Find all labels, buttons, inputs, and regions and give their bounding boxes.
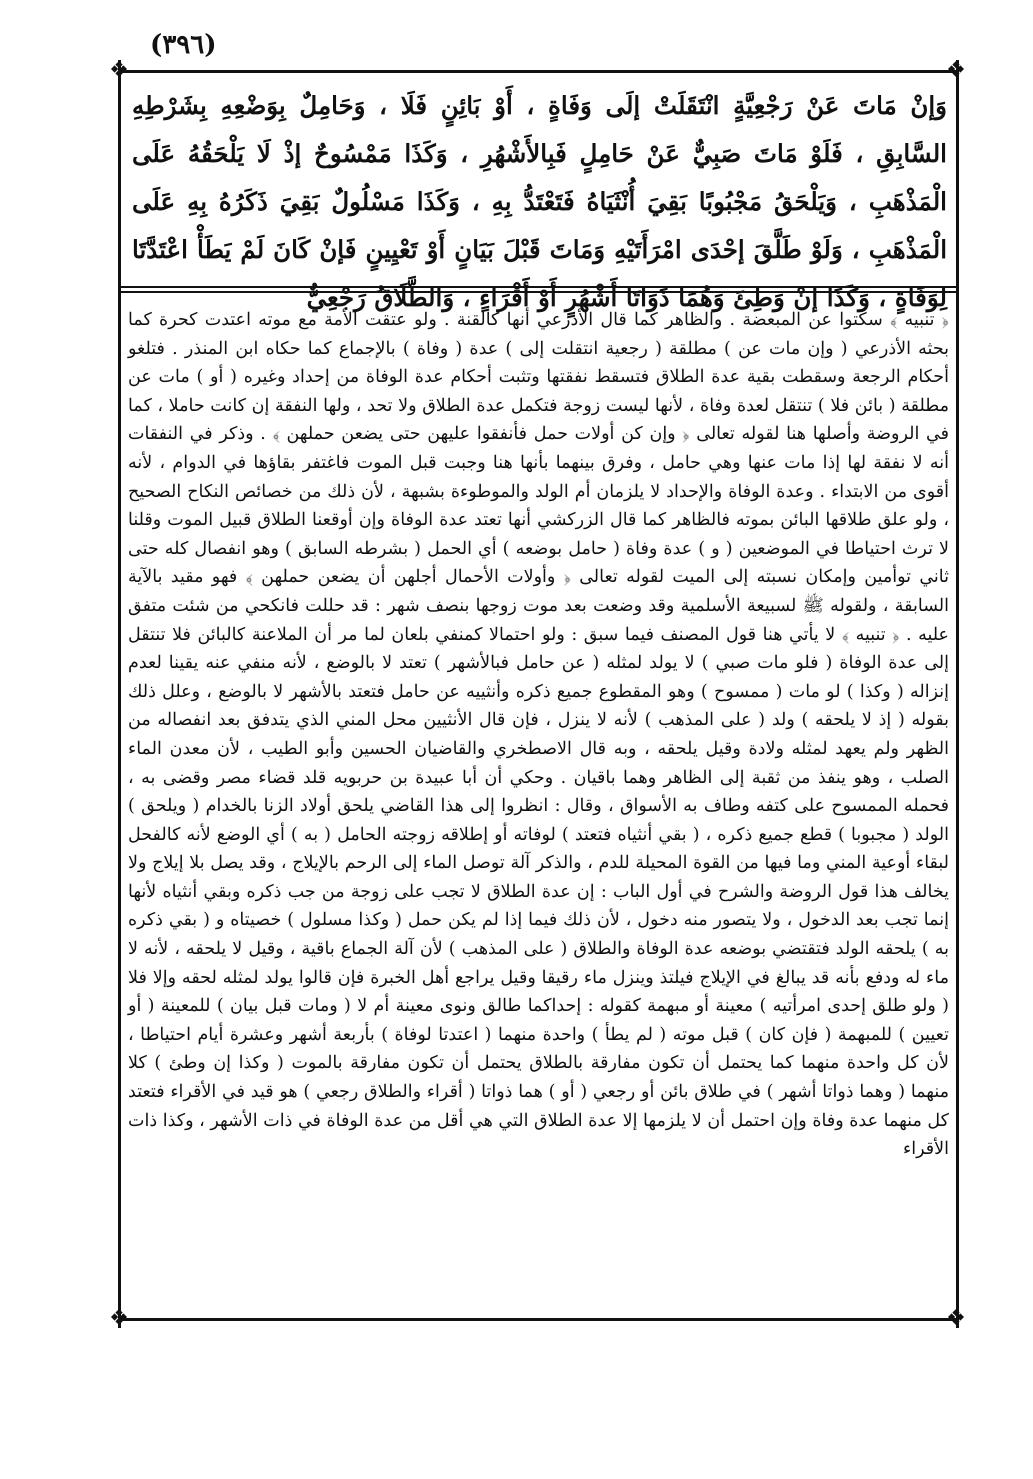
corner-ornament-icon: ❖: [946, 1306, 966, 1331]
commentary-text-block: [128, 306, 949, 1314]
commentary-paragraph: ﴿ تنبيه ﴾ سكتوا عن المبعضة . والظاهر كما قال الأذرعي أنها كالقنة . ولو عتقت الأمة مع موته اعتدت كحرة كما بحثه الأذرعي ( وإن مات عن ) مطلقة ( رجعية انتقلت إلى ) عدة ( وفاة ) بالإجماع كما حكاه ابن المنذر . فتلغو أحكام الرجعة وسقطت بقية عدة الطلاق فتسقط نفقتها وتثبت أحكام عدة الوفاة من إحداد وغيره ( أو ) مات عن مطلقة ( بائن فلا ) تنتقل لعدة وفاة ، لأنها ليست زوجة فتكمل عدة الطلاق ولا تحد ، ولها النفقة إن كانت حاملا ، كما في الروضة وأصلها هنا لقوله تعالى ﴿ وإن كن أولات حمل فأنفقوا عليهن حتى يضعن حملهن ﴾ . وذكر في النفقات أنه لا نفقة لها إذا مات عنها وهي حامل ، وفرق بينهما بأنها هنا وجبت قبل الموت فاغتفر بقاؤها في الدوام ، لأنه أقوى من الابتداء . وعدة الوفاة والإحداد لا يلزمان أم الولد والموطوءة بشبهة ، لأن ذلك من خصائص النكاح الصحيح ، ولو علق طلاقها البائن بموته فالظاهر كما قال الزركشي أنها تعتد عدة الوفاة وإن أوقعنا الطلاق قبيل الموت وقلنا لا ترث احتياطا في الموضعين ( و ) عدة وفاة ( حامل بوضعه ) أي الحمل ( بشرطه السابق ) وهو انفصال كله حتى ثاني توأمين وإمكان نسبته إلى الميت لقوله تعالى ﴿ وأولات الأحمال أجلهن أن يضعن حملهن ﴾ فهو مقيد بالآية السابقة ، ولقوله ﷺ لسبيعة الأسلمية وقد وضعت بعد موت زوجها بنصف شهر : قد حللت فانكحي من شئت متفق عليه . ﴿ تنبيه ﴾ لا يأتي هنا قول المصنف فيما سبق : ولو احتمالا كمنفي بلعان لما مر أن الملاعنة كالبائن فلا تنتقل إلى عدة الوفاة ( فلو مات صبي ) لا يولد لمثله ( عن حامل فبالأشهر ) تعتد لا بالوضع ، لأنه منفي عنه يقينا لعدم إنزاله ( وكذا ) لو مات ( ممسوح ) وهو المقطوع جميع ذكره وأنثييه عن حامل فتعتد بالأشهر لا بالوضع ، وعلل ذلك بقوله ( إذ لا يلحقه ) ولد ( على المذهب ) لأنه لا ينزل ، فإن قال الأنثيين محل المني الذي يتدفق بعد انفصاله من الظهر ولم يعهد لمثله ولادة وقيل يلحقه ، وبه قال الاصطخري والقاضيان الحسين وأبو الطيب ، لأن معدن الماء الصلب ، وهو ينفذ من ثقبة إلى الظاهر وهما باقيان . وحكي أن أبا عبيدة بن حربويه قلد قضاء مصر وقضى به ، فحمله الممسوح على كتفه وطاف به الأسواق ، وقال : انظروا إلى هذا القاضي يلحق أولاد الزنا بالخدام ( ويلحق ) الولد ( مجبوبا ) قطع جميع ذكره ، ( بقي أنثياه فتعتد ) لوفاته أو إطلاقه زوجته الحامل ( به ) أي الوضع لأنه كالفحل لبقاء أوعية المني وما فيها من القوة المحيلة للدم ، والذكر آلة توصل الماء إلى الرحم بالإيلاج ، وقد يصل بلا إيلاج ولا يخالف هذا قول الروضة والشرح في أول الباب : إن عدة الطلاق لا تجب على زوجة من جب ذكره وبقي أنثياه لأنها إنما تجب بعد الدخول ، ولا يتصور منه دخول ، لأن ذلك فيما إذا لم يكن حمل ( وكذا مسلول ) خصيتاه و ( بقي ذكره به ) يلحقه الولد فتقتضي بوضعه عدة الوفاة والطلاق ( على المذهب ) لأن آلة الجماع باقية ، وقيل لا يلحقه ، لأنه لا ماء له ودفع بأنه قد يبالغ في الإيلاج فيلتذ وينزل ماء رقيقا وقيل يراجع أهل الخبرة فإن قالوا يولد لمثله لحقه وإلا فلا ( ولو طلق إحدى امرأتيه ) معينة أو مبهمة كقوله : إحداكما طالق ونوى معينة أم لا ( ومات قبل بيان ) للمعينة ( أو تعيين ) للمبهمة ( فإن كان ) قبل موته ( لم يطأ ) واحدة منهما ( اعتدتا لوفاة ) بأربعة أشهر وعشرة أيام احتياطا ، لأن كل واحدة منهما كما يحتمل أن تكون مفارقة بالطلاق يحتمل أن تكون مفارقة بالموت ( وكذا إن وطئ ) كلا منهما ( وهما ذواتا أشهر ) في طلاق بائن أو رجعي ( أو ) هما ذواتا ( أقراء والطلاق رجعي ) هو قيد في الأقراء فتعتد كل منهما عدة وفاة وإن احتمل أن لا يلزمها إلا عدة الطلاق التي هي أقل من عدة الوفاة في ذات الأشهر ، وكذا ذات الأقراء: [128, 310, 950, 1160]
page-number: (٣٩٦): [150, 30, 217, 60]
matn-paragraph: وَإنْ مَاتَ عَنْ رَجْعِيَّةٍ انْتَقَلَتْ إلَى وَفَاةٍ ، أَوْ بَائِنٍ فَلَا ، وَحَامِلٌ بِوَضْعِهِ بِشَرْطِهِ السَّابِقِ ، فَلَوْ مَاتَ صَبِيٌّ عَنْ حَامِلٍ فَبِالأَشْهُرِ ، وَكَذَا مَمْسُوحٌ إذْ لَا يَلْحَقُهُ عَلَى الْمَذْهَبِ ، وَيَلْحَقُ مَجْبُوبًا بَقِيَ أُنْثَيَاهُ فَتَعْتَدُّ بِهِ ، وَكَذَا مَسْلُولٌ بَقِيَ ذَكَرُهُ بِهِ عَلَى الْمَذْهَبِ ، وَلَوْ طَلَّقَ إحْدَى امْرَأَتَيْهِ وَمَاتَ قَبْلَ بَيَانٍ أَوْ تَعْيِينٍ فَإنْ كَانَ لَمْ يَطَأْ اعْتَدَّتَا لِوَفَاةٍ ، وَكَذَا إنْ وَطِئَ وَهُمَا ذَوَاتَا أَشْهُرٍ أَوْ أَقْرَاءٍ ، وَالطَّلَاقُ رَجْعِيٌّ: [132, 91, 947, 312]
frame-bottom-rule: [118, 1318, 959, 1321]
section-divider: [118, 286, 959, 293]
corner-ornament-icon: ❖: [109, 58, 129, 83]
frame-top-rule: [118, 70, 959, 73]
corner-ornament-icon: ❖: [109, 1306, 129, 1331]
corner-ornament-icon: ❖: [946, 58, 966, 83]
matn-text-block: [132, 82, 947, 312]
